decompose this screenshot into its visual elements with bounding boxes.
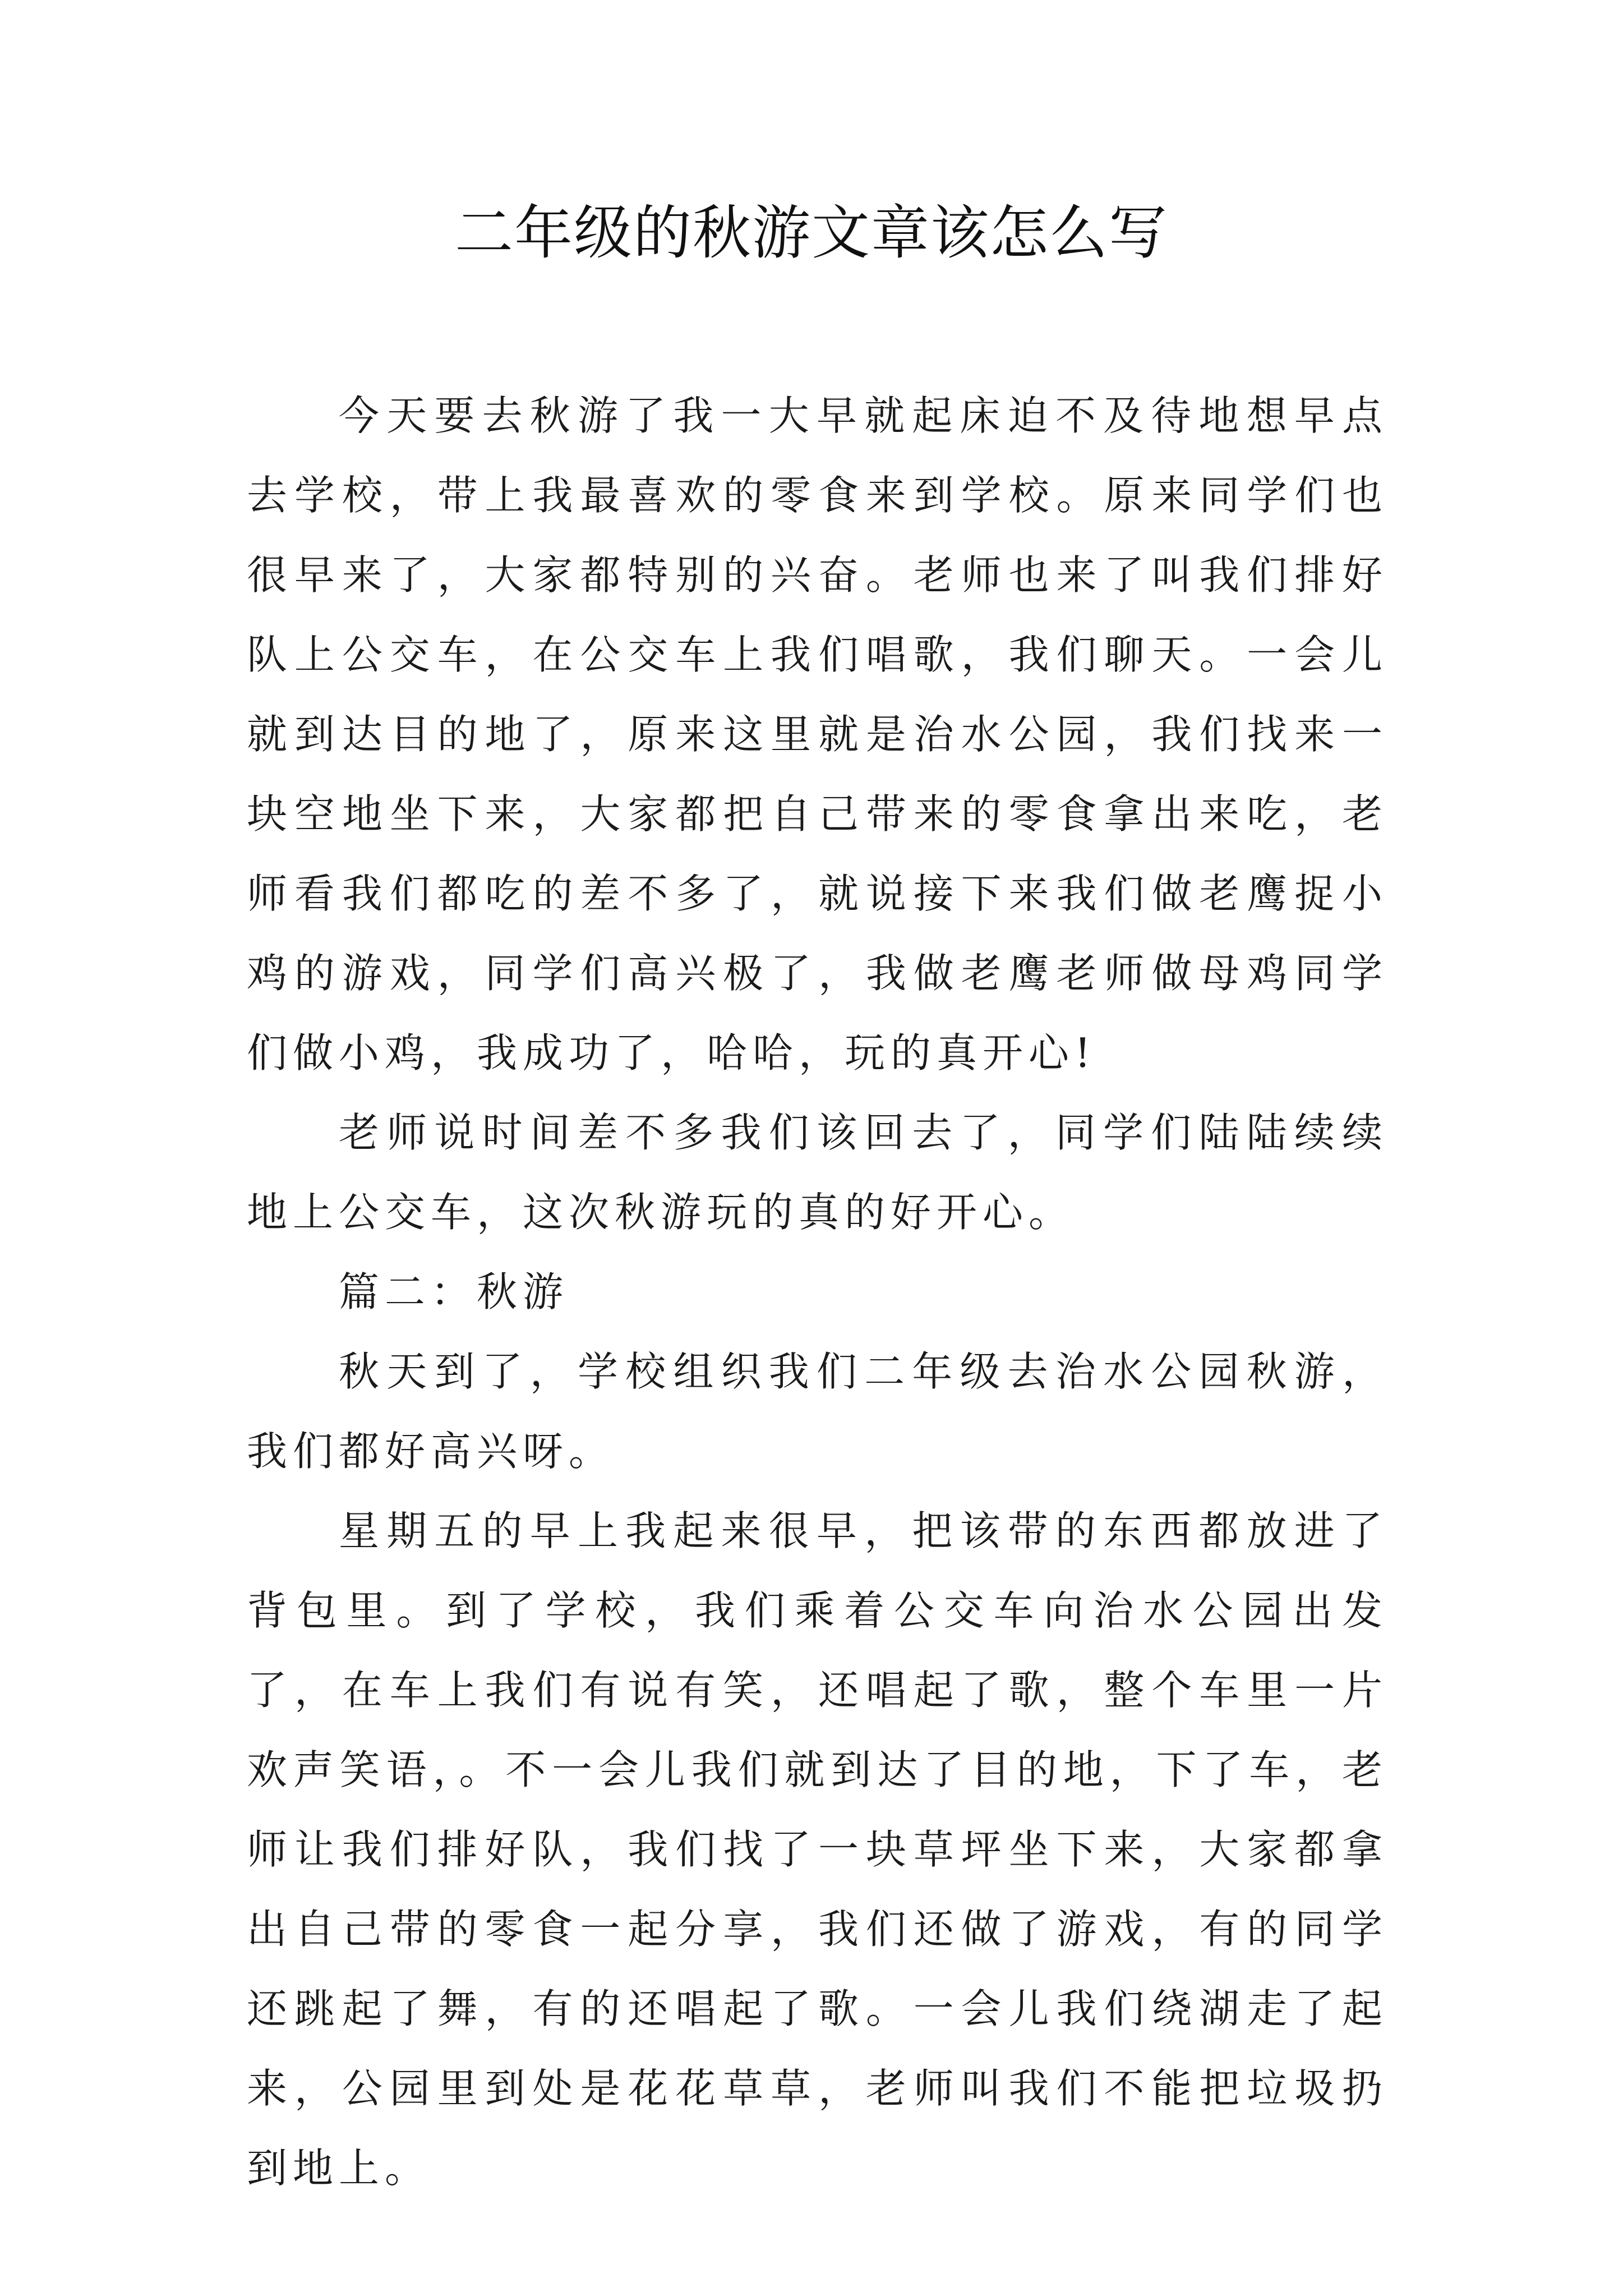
paragraph: 今天要去秋游了我一大早就起床迫不及待地想早点去学校，带上我最喜欢的零食来到学校。原来同学们也很早来了，大家都特别的兴奋。老师也来了叫我们排好队上公交车，在公交车上我们唱歌，我们聊天。一会儿就到达目的地了，原来这里就是治水公园，我们找来一块空地坐下来，大家都把自己带来的零食拿出来吃，老师看我们都吃的差不多了，就说接下来我们做老鹰捉小鸡的游戏，同学们高兴极了，我做老鹰老师做母鸡同学们做小鸡，我成功了，哈哈，玩的真开心! (247, 392, 1388, 1076)
paragraph: 老师说时间差不多我们该回去了，同学们陆陆续续地上公交车，这次秋游玩的真的好开心。 (247, 1109, 1388, 1236)
document-title: 二年级的秋游文章该怎么写 (454, 199, 1168, 267)
paragraph: 秋天到了，学校组织我们二年级去治水公园秋游，我们都好高兴呀。 (247, 1348, 1388, 1475)
paragraph: 星期五的早上我起来很早，把该带的东西都放进了背包里。到了学校，我们乘着公交车向治水公园出发了，在车上我们有说有笑，还唱起了歌，整个车里一片欢声笑语，。不一会儿我们就到达了目的地，下了车，老师让我们排好队，我们找了一块草坪坐下来，大家都拿出自己带的零食一起分享，我们还做了游戏，有的同学还跳起了舞，有的还唱起了歌。一会儿我们绕湖走了起来，公园里到处是花花草草，老师叫我们不能把垃圾扔到地上。 (247, 1507, 1388, 2192)
section-heading: 篇二：秋游 (339, 1268, 569, 1315)
document-body (247, 376, 1388, 2208)
